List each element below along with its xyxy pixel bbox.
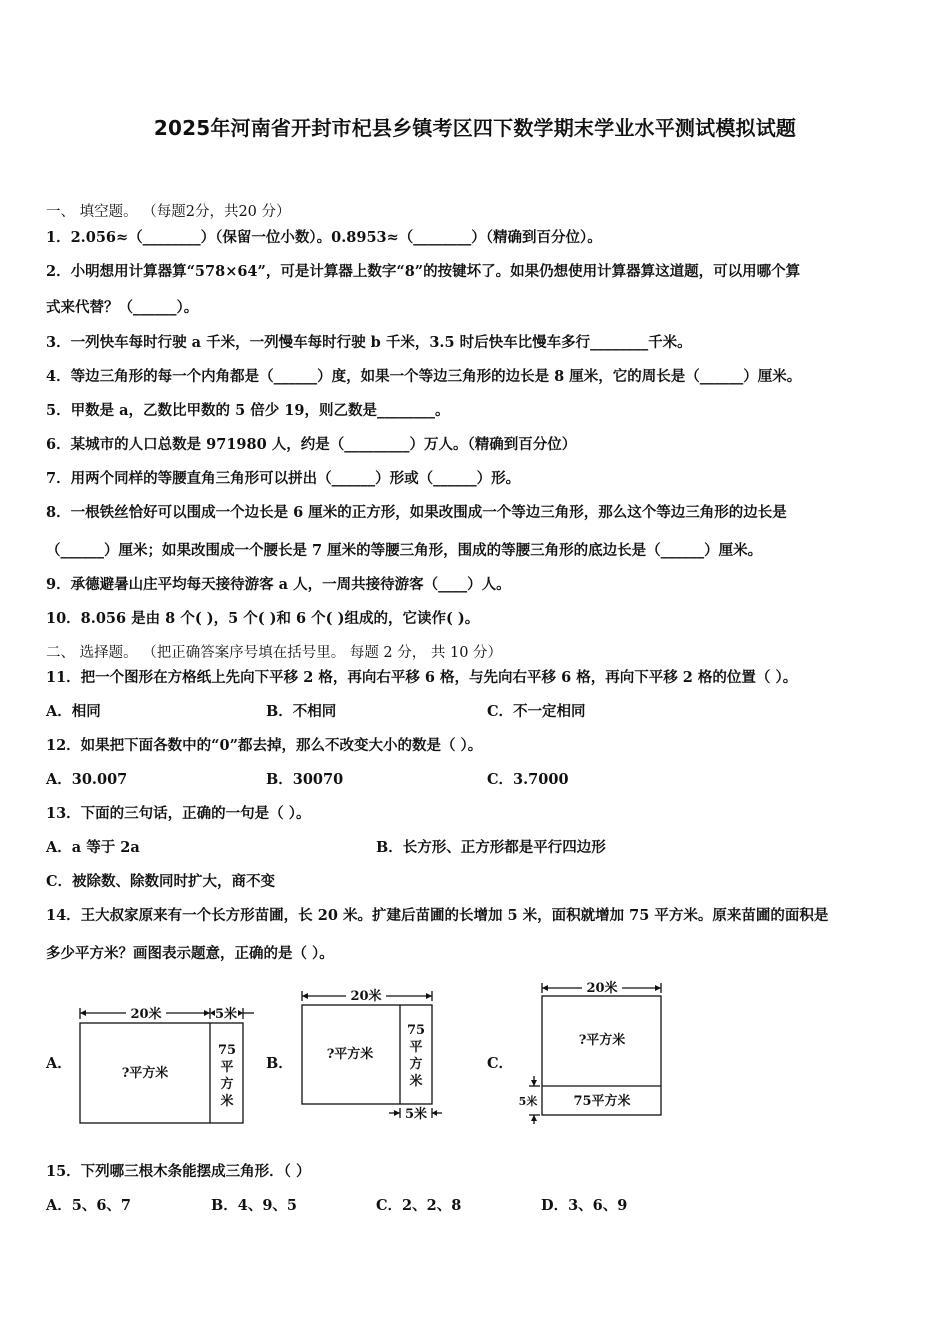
question-5: 5．甲数是 a，乙数比甲数的 5 倍少 19，则乙数是________。: [46, 402, 450, 419]
figure-b-side-3: 方: [409, 1057, 423, 1072]
q15-option-a: A．5、6、7: [46, 1197, 132, 1214]
q15-option-d: D．3、6、9: [541, 1197, 628, 1214]
figure-b-area-label: ?平方米: [326, 1047, 374, 1062]
q12-option-b: B．30070: [266, 771, 344, 788]
figure-a-side-1: 75: [217, 1043, 237, 1058]
question-4: 4．等边三角形的每一个内角都是（______）度，如果一个等边三角形的边长是 8 厘米，它的周长是（______）厘米。: [46, 368, 802, 385]
figure-a-right-top-label: 5米: [214, 1007, 238, 1022]
question-14-line1: 14．王大叔家原来有一个长方形苗圃，长 20 米。扩建后苗圃的长增加 5 米，面积就增加 75 平方米。原来苗圃的面积是: [46, 907, 829, 924]
figure-b-bottom-label: 5米: [404, 1107, 428, 1122]
question-2-line2: 式来代替？（______）。: [46, 299, 199, 316]
q14-option-b-label: B．: [266, 1055, 293, 1072]
section-fill-heading: 一、 填空题。 （每题2分，共20 分）: [46, 204, 291, 220]
question-13: 13．下面的三句话，正确的一句是（ ）。: [46, 805, 311, 822]
question-15: 15．下列哪三根木条能摆成三角形．（ ）: [46, 1163, 311, 1180]
question-7: 7．用两个同样的等腰直角三角形可以拼出（______）形或（______）形。: [46, 470, 521, 487]
figure-a-top-label: 20米: [130, 1007, 162, 1022]
figure-c-area-label: ?平方米: [578, 1033, 626, 1048]
figure-b-side-1: 75: [406, 1023, 426, 1038]
figure-a-side-3: 方: [220, 1077, 234, 1092]
q13-option-a: A．a 等于 2a: [46, 839, 140, 856]
section-choice-heading: 二、 选择题。 （把正确答案序号填在括号里。 每题 2 分， 共 10 分）: [46, 645, 503, 661]
figure-c-bottom-area-label: 75平方米: [573, 1094, 631, 1109]
question-10: 10．8.056 是由 8 个( )，5 个( )和 6 个( )组成的，它读作( )。: [46, 610, 480, 627]
figure-c-top-label: 20米: [586, 981, 618, 996]
question-9: 9．承德避暑山庄平均每天接待游客 a 人，一周共接待游客（____）人。: [46, 576, 511, 593]
q12-option-a: A．30.007: [46, 771, 128, 788]
figure-a: [72, 1000, 268, 1130]
question-2-line1: 2．小明想用计算器算“578×64”，可是计算器上数字“8”的按键坏了。如果仍想使用计算器算这道题，可以用哪个算: [46, 263, 801, 280]
page-title: 2025年河南省开封市杞县乡镇考区四下数学期末学业水平测试模拟试题: [153, 116, 797, 140]
question-11: 11．把一个图形在方格纸上先向下平移 2 格，再向右平移 6 格，与先向右平移 6 格，再向下平移 2 格的位置（ ）。: [46, 669, 798, 686]
figure-a-area-label: ?平方米: [121, 1066, 169, 1081]
question-14-line2: 多少平方米？画图表示题意，正确的是（ ）。: [46, 945, 334, 962]
figure-b: [294, 984, 454, 1124]
figure-b-side-4: 米: [409, 1074, 423, 1089]
q14-option-a-label: A．: [46, 1055, 72, 1072]
question-8-line2: （______）厘米；如果改围成一个腰长是 7 厘米的等腰三角形，围成的等腰三角形的底边长是（______）厘米。: [46, 542, 763, 559]
figure-a-side-2: 平: [220, 1060, 234, 1075]
figure-c-left-label: 5米: [518, 1095, 538, 1108]
q13-option-c: C．被除数、除数同时扩大，商不变: [46, 873, 276, 890]
q11-option-b: B．不相同: [266, 703, 337, 720]
figure-a-side-4: 米: [220, 1094, 234, 1109]
question-3: 3．一列快车每时行驶 a 千米，一列慢车每时行驶 b 千米，3.5 时后快车比慢车多行________千米。: [46, 334, 692, 351]
figure-c: [510, 976, 670, 1130]
figure-b-side-2: 平: [409, 1040, 423, 1055]
question-12: 12．如果把下面各数中的“0”都去掉，那么不改变大小的数是（ ）。: [46, 737, 483, 754]
q11-option-a: A．相同: [46, 703, 101, 720]
question-1: 1．2.056≈（________）（保留一位小数）。0.8953≈（________）（精确到百分位）。: [46, 229, 602, 246]
question-8-line1: 8．一根铁丝恰好可以围成一个边长是 6 厘米的正方形，如果改围成一个等边三角形，那么这个等边三角形的边长是: [46, 504, 787, 521]
q13-option-b: B．长方形、正方形都是平行四边形: [376, 839, 606, 856]
question-6: 6．某城市的人口总数是 971980 人，约是（_________）万人。（精确到百分位）: [46, 436, 577, 453]
q12-option-c: C．3.7000: [487, 771, 569, 788]
q15-option-b: B．4、9、5: [211, 1197, 298, 1214]
figure-b-top-label: 20米: [350, 989, 382, 1004]
q14-option-c-label: C．: [487, 1055, 514, 1072]
q15-option-c: C．2、2、8: [376, 1197, 462, 1214]
q11-option-c: C．不一定相同: [487, 703, 586, 720]
